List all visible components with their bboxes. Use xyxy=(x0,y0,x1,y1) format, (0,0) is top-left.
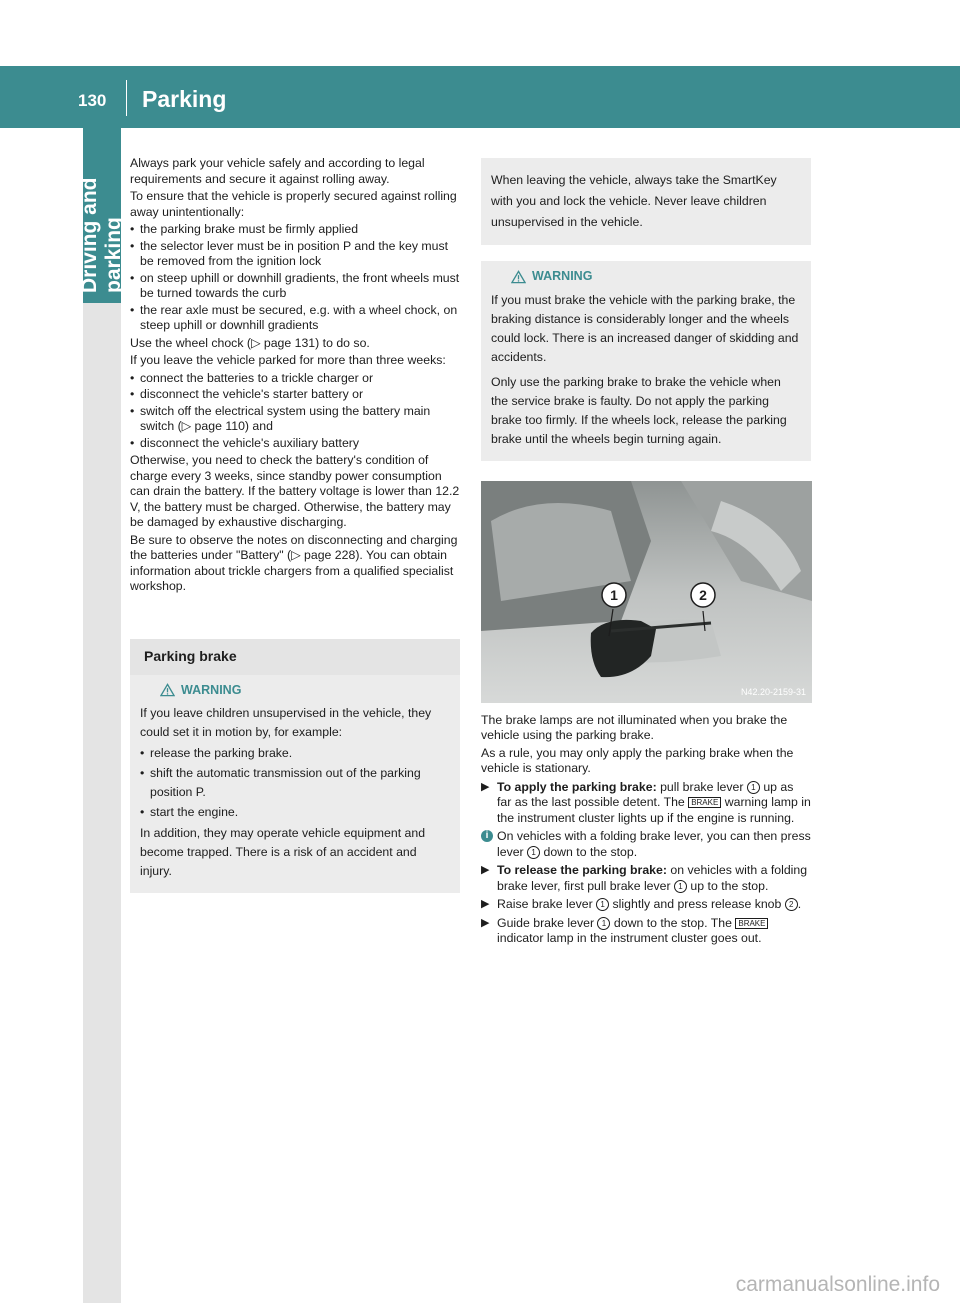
info-note xyxy=(481,829,811,860)
paragraph: Be sure to observe the notes on disconnecting and charging the batteries under "Battery" (▷ page 228). You can obtain information about trickle chargers from a qualified specialist workshop. xyxy=(130,532,458,593)
step-text: up as far as the last possible detent. The xyxy=(497,779,794,809)
list-item: • the selector lever must be in position P and the key must be removed from the ignition lock xyxy=(130,239,460,270)
list-item: • start the engine. xyxy=(140,803,450,822)
step-text: up to the stop. xyxy=(687,878,769,893)
callout-1-icon: 1 xyxy=(674,880,687,893)
list-item: • disconnect the vehicle's starter battery or xyxy=(130,387,460,403)
paragraph: As a rule, you may only apply the parking brake when the vehicle is stationary. xyxy=(481,745,794,775)
figure-callout-1: 1 xyxy=(610,586,618,603)
callout-2-icon: 2 xyxy=(785,898,798,911)
note-box xyxy=(481,158,811,245)
paragraph: If you must brake the vehicle with the parking brake, the braking distance is considerably longer and the wheels could lock. There is an increased danger of skidding and accidents. xyxy=(491,292,799,364)
parking-brake-illustration xyxy=(481,481,812,703)
footer-watermark: carmanualsonline.info xyxy=(735,1273,940,1296)
step-text: pull brake lever xyxy=(656,779,747,794)
paragraph: In addition, they may operate vehicle equipment and become trapped. There is a risk of an accident and injury. xyxy=(140,826,426,878)
step-text: Guide brake lever xyxy=(497,915,598,930)
list-item: • the rear axle must be secured, e.g. with a wheel chock, on steep uphill or downhill gradients xyxy=(130,303,460,334)
section-heading: Parking brake xyxy=(130,639,460,675)
info-text: On vehicles with a folding brake lever, you can then press lever xyxy=(497,829,811,859)
page-title: Parking xyxy=(142,86,227,112)
warning-label: WARNING xyxy=(532,269,593,283)
instruction-step xyxy=(481,780,811,827)
secure-list xyxy=(130,222,460,334)
paragraph: If you leave the vehicle parked for more than three weeks: xyxy=(130,353,446,367)
step-arrow-icon: ▶ xyxy=(481,898,490,910)
paragraph: To ensure that the vehicle is properly secured against rolling away unintentionally: xyxy=(130,189,457,219)
step-text: . xyxy=(797,897,802,911)
list-item: • switch off the electrical system using the battery main switch (▷ page 110) and xyxy=(130,404,460,435)
figure-callout-2: 2 xyxy=(699,586,707,603)
paragraph: Use the wheel chock (▷ page 131) to do so. xyxy=(130,335,370,350)
info-text: down to the stop. xyxy=(540,844,638,859)
left-column xyxy=(130,156,460,893)
step-text: warning lamp in the instrument cluster lights up if the engine is running. xyxy=(497,795,811,825)
warning-header xyxy=(140,683,450,699)
list-item: • the parking brake must be firmly applied xyxy=(130,222,460,238)
step-heading: To apply the parking brake: xyxy=(497,779,657,794)
paragraph: Otherwise, you need to check the battery's condition of charge every 3 weeks, since standby power consumption can drain the battery. If the battery voltage is lower than 12.2 V, the battery must be charged. Otherwise, the battery may be damaged by exhaustive discharging. xyxy=(130,453,460,529)
list-item: • shift the automatic transmission out of the parking position P. xyxy=(140,764,450,802)
paragraph: Always park your vehicle safely and according to legal requirements and secure it against rolling away. xyxy=(130,156,425,186)
callout-1-icon: 1 xyxy=(596,898,609,911)
figure-code: N42.20-2159-31 xyxy=(740,686,806,697)
instruction-step xyxy=(481,863,811,894)
list-item: • connect the batteries to a trickle charger or xyxy=(130,371,460,387)
step-text: down to the stop. The xyxy=(610,915,736,930)
brake-lamp-icon: BRAKE xyxy=(735,918,768,929)
warning-list xyxy=(140,744,450,822)
list-item: • disconnect the vehicle's auxiliary battery xyxy=(130,436,460,452)
step-arrow-icon: ▶ xyxy=(481,780,490,793)
instruction-step xyxy=(481,916,811,947)
paragraph: Only use the parking brake to brake the vehicle when the service brake is faulty. Do not apply the parking brake too firmly. If the wheels lock, release the parking brake until the wheels begin turning again. xyxy=(491,374,787,446)
sidebar-strip xyxy=(83,303,121,1303)
step-text: Raise brake lever xyxy=(497,897,597,911)
list-item: • on steep uphill or downhill gradients, the front wheels must be turned towards the curb xyxy=(130,271,460,302)
step-arrow-icon: ▶ xyxy=(481,864,490,876)
battery-list xyxy=(130,371,460,452)
page-number: 130 xyxy=(78,91,107,110)
info-icon: i xyxy=(481,830,493,842)
step-text: indicator lamp in the instrument cluster goes out. xyxy=(497,931,762,945)
brake-lamp-icon: BRAKE xyxy=(688,797,721,808)
warning-triangle-icon xyxy=(160,683,175,697)
paragraph: When leaving the vehicle, always take the SmartKey with you and lock the vehicle. Never leave children unsupervised in the vehicle. xyxy=(491,173,777,229)
warning-triangle-icon xyxy=(511,270,526,284)
warning-label: WARNING xyxy=(181,682,242,697)
list-item: • release the parking brake. xyxy=(140,744,450,763)
paragraph: The brake lamps are not illuminated when you brake the vehicle using the parking brake. xyxy=(481,712,788,742)
step-arrow-icon: ▶ xyxy=(481,916,490,929)
callout-1-icon: 1 xyxy=(597,917,610,930)
right-column xyxy=(481,158,811,950)
warning-box xyxy=(481,261,811,461)
sidebar-label: Driving and parking xyxy=(78,177,125,293)
callout-1-icon: 1 xyxy=(747,781,760,794)
warning-header xyxy=(491,269,801,285)
callout-1-icon: 1 xyxy=(527,846,540,859)
paragraph: If you leave children unsupervised in the vehicle, they could set it in motion by, for example: xyxy=(140,706,432,739)
instruction-step xyxy=(481,897,811,913)
parking-brake-figure xyxy=(481,481,812,703)
header-divider xyxy=(126,80,127,116)
step-text: on vehicles with a folding brake lever, first pull brake lever xyxy=(497,863,808,893)
warning-box xyxy=(130,675,460,894)
step-text: slightly and press release knob xyxy=(609,897,785,911)
step-heading: To release the parking brake: xyxy=(497,863,667,877)
